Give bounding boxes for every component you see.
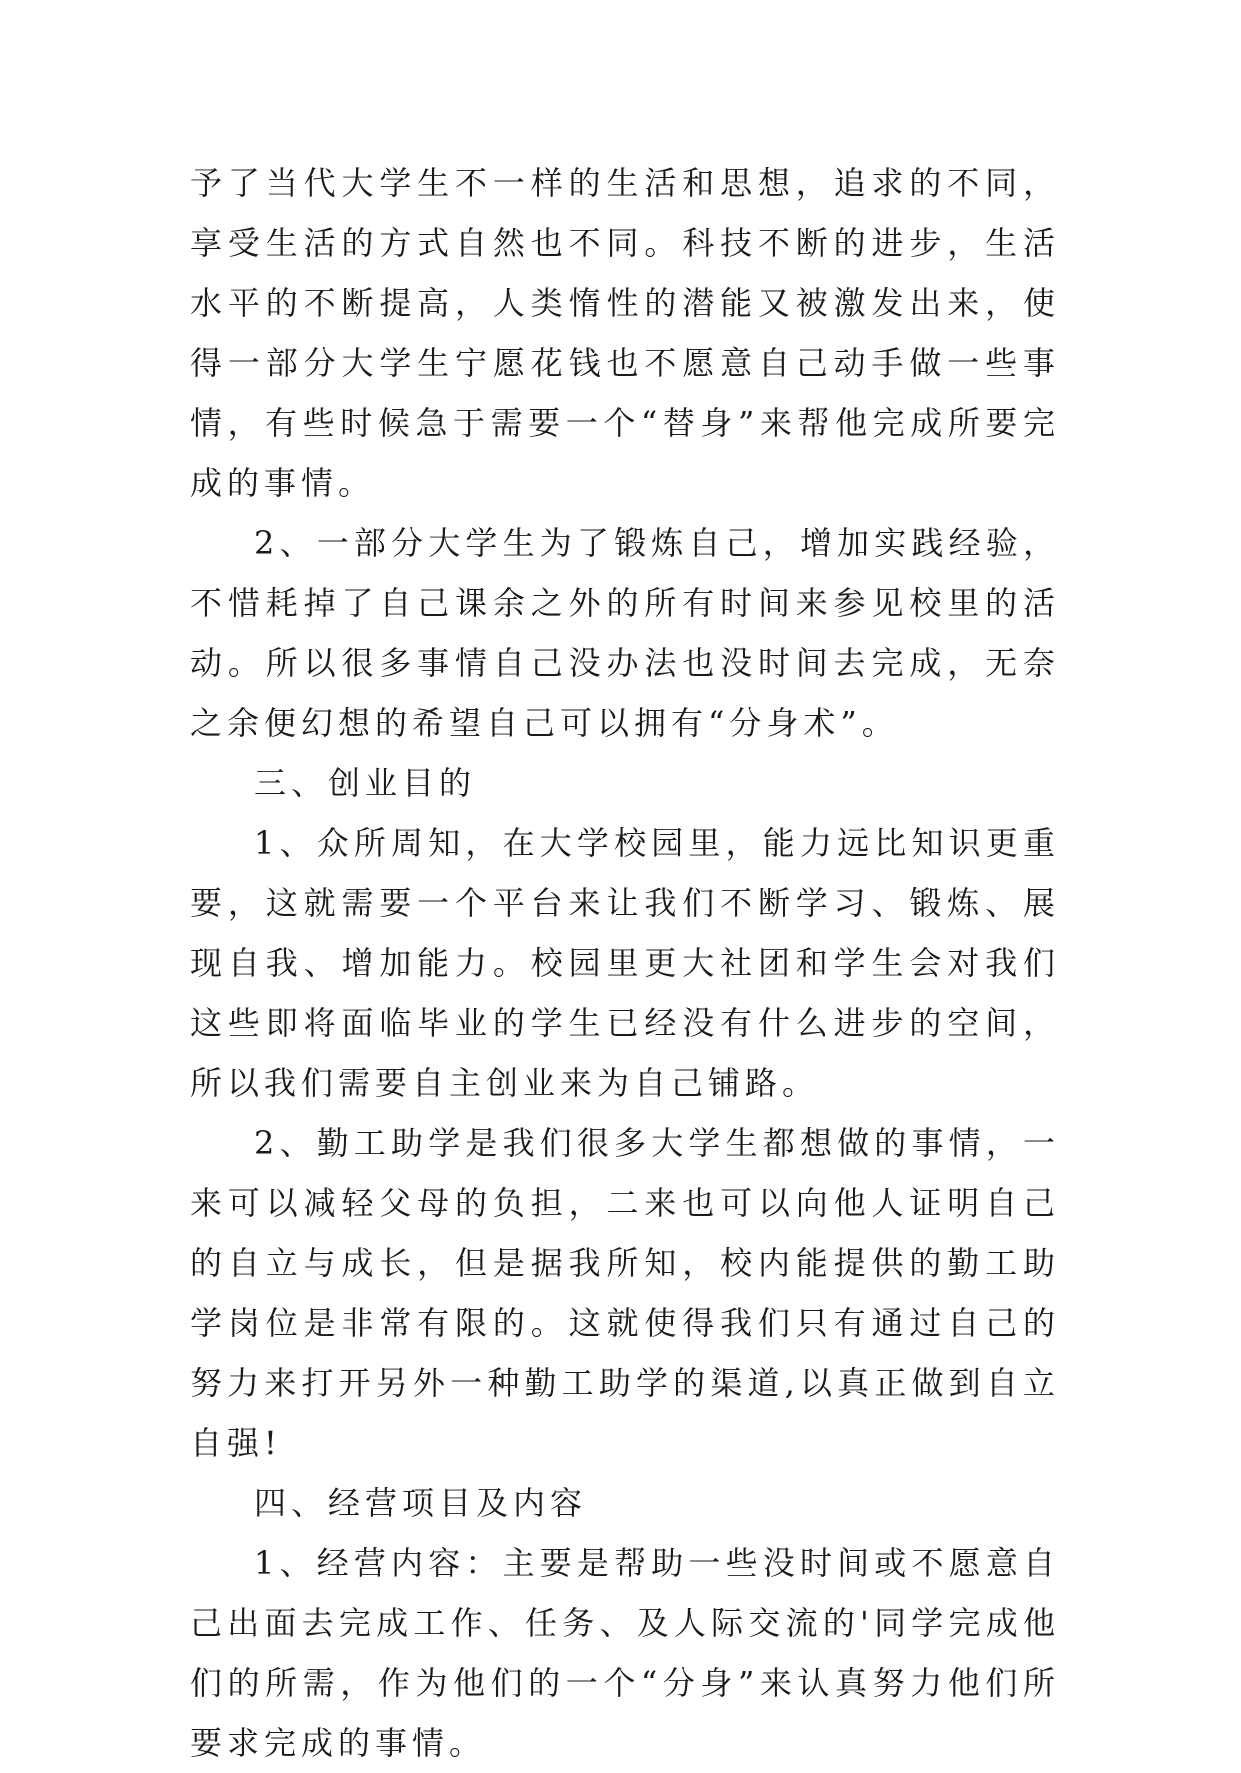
- paragraph-reason-2: 2、一部分大学生为了锻炼自己，增加实践经验，不惜耗掉了自己课余之外的所有时间来参见校里的活动。所以很多事情自己没办法也没时间去完成，无奈之余便幻想的希望自己可以拥有“分身术”。: [190, 524, 1060, 742]
- paragraph-business-1: 1、经营内容：主要是帮助一些没时间或不愿意自己出面去完成工作、任务、及人际交流的'同学完成他们的所需，作为他们的一个“分身”来认真努力他们所要求完成的事情。: [190, 1544, 1060, 1762]
- section-heading-purpose: 三、创业目的: [254, 764, 477, 802]
- paragraph-purpose-2: 2、勤工助学是我们很多大学生都想做的事情，一来可以减轻父母的负担，二来也可以向他人证明自己的自立与成长，但是据我所知，校内能提供的勤工助学岗位是非常有限的。这就使得我们只有通过自己的努力来打开另外一种勤工助学的渠道,以真正做到自立自强!: [190, 1124, 1060, 1462]
- section-heading-business: 四、经营项目及内容: [254, 1484, 588, 1522]
- paragraph-purpose-1: 1、众所周知，在大学校园里，能力远比知识更重要，这就需要一个平台来让我们不断学习、锻炼、展现自我、增加能力。校园里更大社团和学生会对我们这些即将面临毕业的学生已经没有什么进步的空间，所以我们需要自主创业来为自己铺路。: [190, 824, 1060, 1102]
- document-body: [190, 153, 1060, 1773]
- paragraph-continuation: 予了当代大学生不一样的生活和思想，追求的不同，享受生活的方式自然也不同。科技不断的进步，生活水平的不断提高，人类惰性的潜能又被激发出来，使得一部分大学生宁愿花钱也不愿意自己动手做一些事情，有些时候急于需要一个“替身”来帮他完成所要完成的事情。: [190, 164, 1060, 502]
